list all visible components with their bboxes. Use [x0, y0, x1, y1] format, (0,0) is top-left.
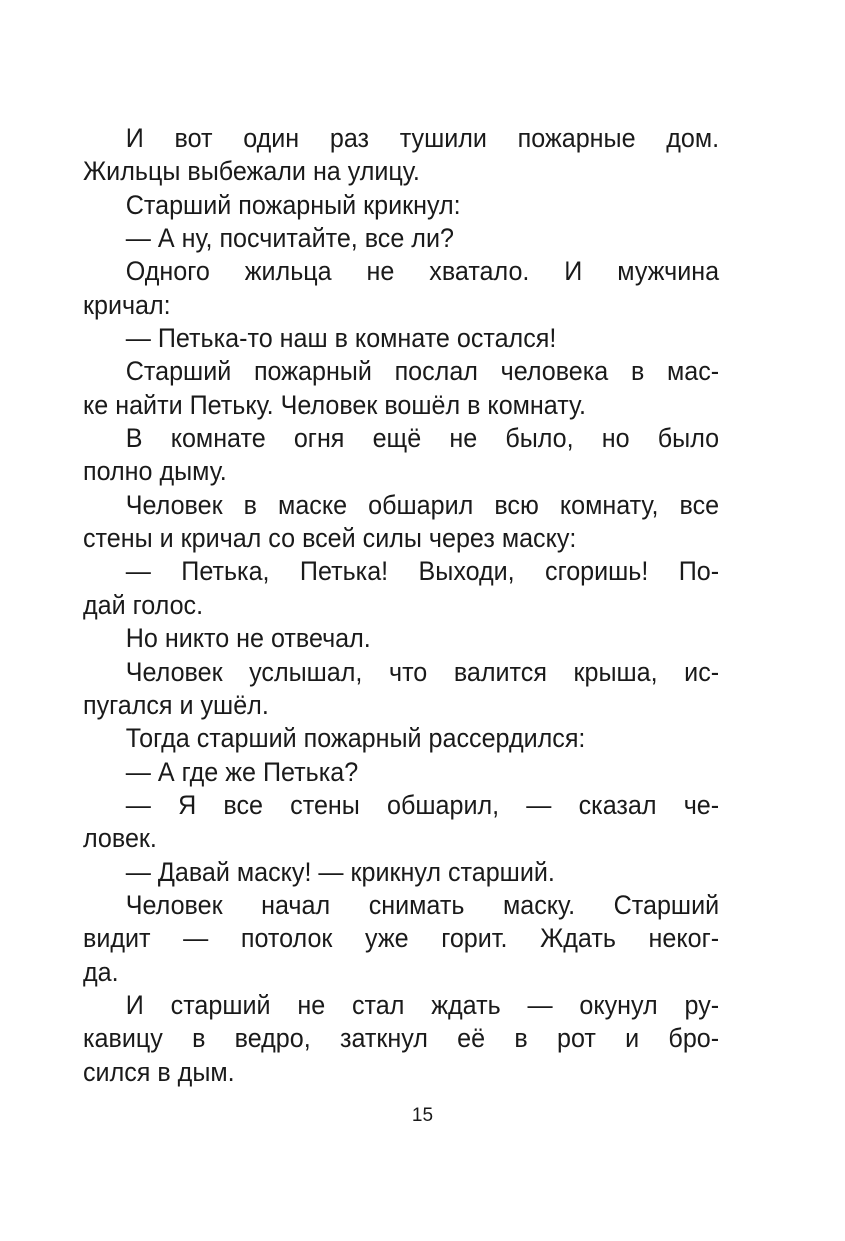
text-line: Старший пожарный крикнул: [125, 189, 461, 220]
text-line: И старший не стал ждать — окунул ру- [125, 989, 720, 1020]
text-line: кавицу в ведро, заткнул её в рот и бро- [83, 1023, 720, 1054]
text-line: — А ну, посчитайте, все ли? [125, 223, 454, 254]
text-line: дай голос. [83, 589, 204, 620]
text-line: пугался и ушёл. [83, 689, 269, 720]
text-line: — Петька-то наш в комнате остался! [125, 323, 557, 354]
page-number: 15 [411, 1105, 434, 1126]
text-line: да. [83, 956, 119, 987]
text-line: Человек начал снимать маску. Старший [125, 889, 720, 920]
page-body-text [83, 122, 720, 1089]
text-line: видит — потолок уже горит. Ждать неког- [83, 923, 720, 954]
text-line: — Я все стены обшарил, — сказал че- [125, 789, 720, 820]
text-line: ловек. [83, 823, 157, 854]
text-line: сился в дым. [83, 1056, 235, 1087]
text-line: кричал: [83, 289, 171, 320]
text-line: Человек услышал, что валится крыша, ис- [125, 656, 720, 687]
text-line: Тогда старший пожарный рассердился: [125, 723, 586, 754]
text-line: полно дыму. [83, 456, 227, 487]
text-line: Жильцы выбежали на улицу. [83, 156, 420, 187]
text-line: стены и кричал со всей силы через маску: [83, 523, 577, 554]
text-line: — Петька, Петька! Выходи, сгоришь! По- [125, 556, 720, 587]
text-line: Одного жильца не хватало. И мужчина [125, 256, 720, 287]
text-line: — Давай маску! — крикнул старший. [125, 856, 555, 887]
text-line: В комнате огня ещё не было, но было [125, 423, 720, 454]
text-line: И вот один раз тушили пожарные дом. [125, 123, 720, 153]
text-line: Но никто не отвечал. [125, 623, 371, 654]
text-line: — А где же Петька? [125, 756, 359, 787]
text-line: ке найти Петьку. Человек вошёл в комнату. [83, 389, 586, 420]
text-line: Человек в маске обшарил всю комнату, все [125, 489, 720, 520]
text-line: Старший пожарный послал человека в мас- [125, 356, 720, 387]
